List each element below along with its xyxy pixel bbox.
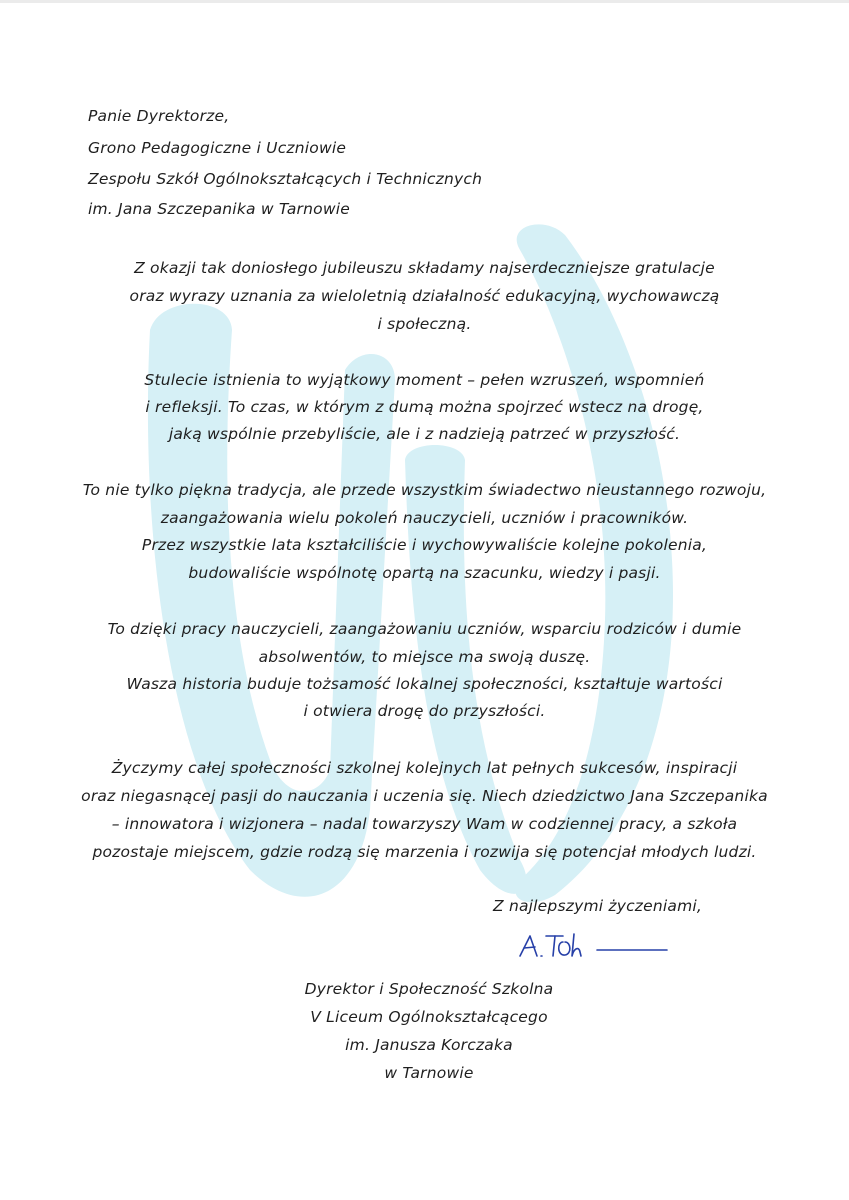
body-line: To nie tylko piękna tradycja, ale przede wszystkim świadectwo nieustannego rozwoju, — [82, 481, 767, 499]
sender-line: V Liceum Ogólnokształcącego — [310, 1008, 548, 1026]
sender-line: im. Janusza Korczaka — [345, 1036, 513, 1054]
body-line: Stulecie istnienia to wyjątkowy moment – pełen wzruszeń, wspomnień — [144, 371, 705, 389]
body-line: oraz wyrazy uznania za wieloletnią działalność edukacyjną, wychowawczą — [129, 287, 720, 305]
body-line: i refleksji. To czas, w którym z dumą można spojrzeć wstecz na drogę, — [145, 398, 704, 416]
body-line: i otwiera drogę do przyszłości. — [303, 702, 546, 720]
body-line: budowaliście wspólnotę opartą na szacunku, wiedzy i pasji. — [188, 564, 661, 582]
salutation-line: Grono Pedagogiczne i Uczniowie — [88, 139, 347, 157]
body-line: pozostaje miejscem, gdzie rodzą się marzenia i rozwija się potencjał młodych ludzi. — [92, 843, 757, 861]
body-line: absolwentów, to miejsce ma swoją duszę. — [258, 648, 591, 666]
body-line: – innowatora i wizjonera – nadal towarzyszy Wam w codziennej pracy, a szkoła — [111, 815, 738, 833]
body-line: zaangażowania wielu pokoleń nauczycieli, uczniów i pracowników. — [160, 509, 689, 527]
closing-line: Z najlepszymi życzeniami, — [493, 897, 703, 915]
body-line: Z okazji tak doniosłego jubileuszu składamy najserdeczniejsze gratulacje — [134, 259, 715, 277]
body-line: Wasza historia buduje tożsamość lokalnej społeczności, kształtuje wartości — [126, 675, 723, 693]
salutation-line: Panie Dyrektorze, — [88, 107, 230, 125]
body-line: jaką wspólnie przebyliście, ale i z nadzieją patrzeć w przyszłość. — [168, 425, 681, 443]
salutation-line: im. Jana Szczepanika w Tarnowie — [88, 200, 350, 218]
body-line: Życzymy całej społeczności szkolnej kolejnych lat pełnych sukcesów, inspiracji — [111, 759, 738, 777]
sender-line: w Tarnowie — [384, 1064, 474, 1082]
body-line: Przez wszystkie lata kształciliście i wychowywaliście kolejne pokolenia, — [141, 536, 708, 554]
handwritten-signature — [517, 930, 677, 962]
body-line: To dzięki pracy nauczycieli, zaangażowaniu uczniów, wsparciu rodziców i dumie — [107, 620, 742, 638]
sender-line: Dyrektor i Społeczność Szkolna — [304, 980, 554, 998]
salutation-line: Zespołu Szkół Ogólnokształcących i Technicznych — [88, 170, 483, 188]
body-line: i społeczną. — [377, 315, 472, 333]
body-line: oraz niegasnącej pasji do nauczania i uczenia się. Niech dziedzictwo Jana Szczepanika — [81, 787, 768, 805]
